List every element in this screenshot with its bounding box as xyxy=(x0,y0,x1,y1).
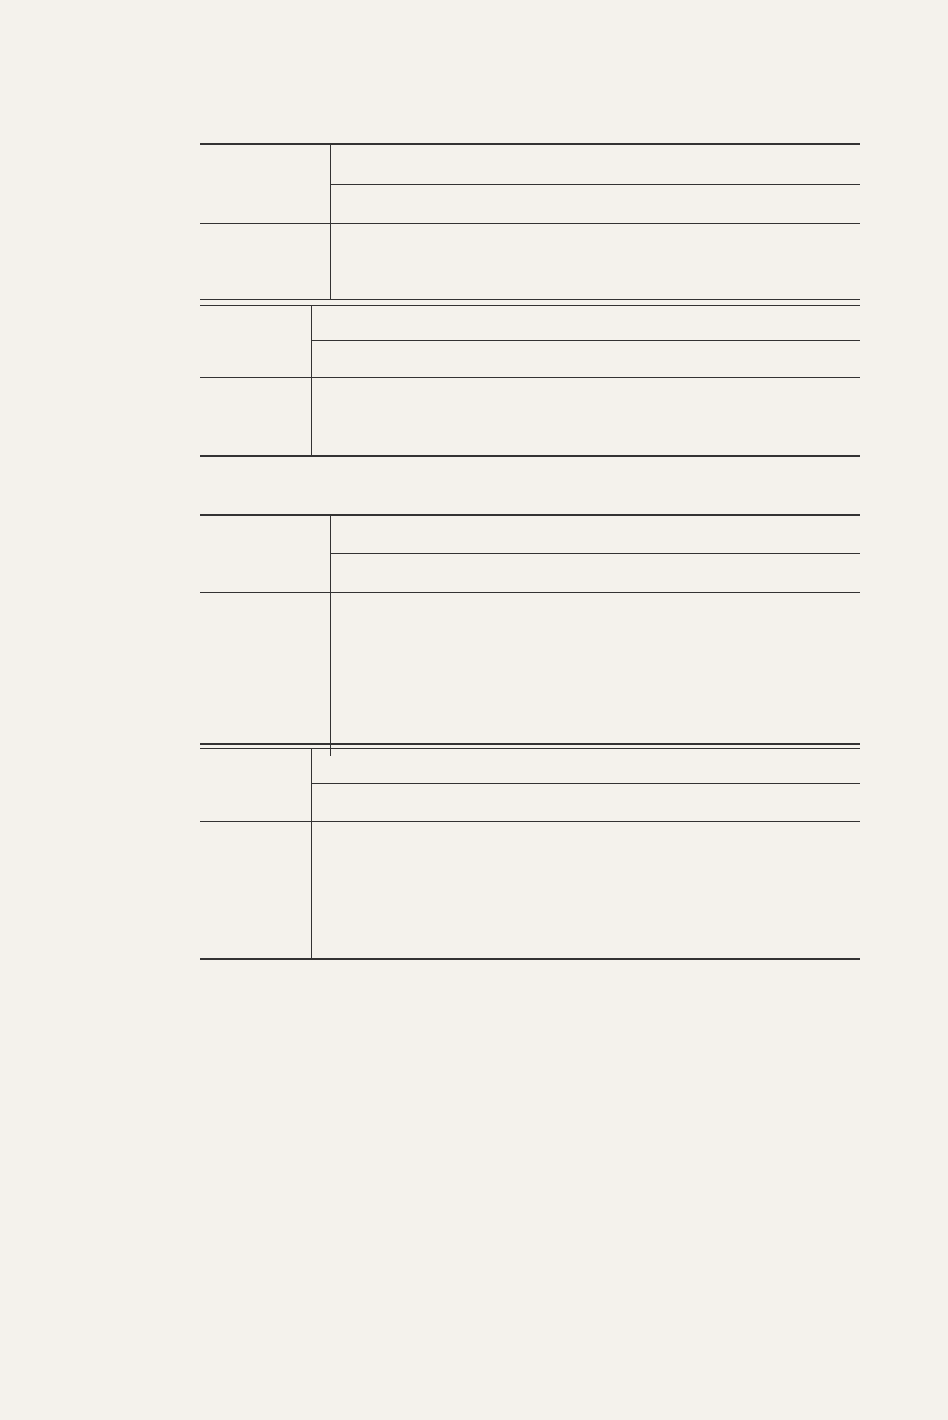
rule xyxy=(200,455,860,457)
rule xyxy=(330,553,860,554)
rule xyxy=(311,306,312,456)
rule xyxy=(311,749,312,959)
rule xyxy=(311,783,860,784)
rule xyxy=(200,305,860,306)
rule xyxy=(200,748,860,749)
rule xyxy=(200,743,860,745)
rule xyxy=(200,377,860,378)
rule xyxy=(311,340,860,341)
rule xyxy=(200,592,860,593)
rule xyxy=(200,223,860,224)
rule xyxy=(200,821,860,822)
rule xyxy=(330,516,331,756)
rule xyxy=(330,184,860,185)
rule xyxy=(200,958,860,960)
rule xyxy=(200,514,860,516)
rule xyxy=(200,143,860,145)
rule xyxy=(200,299,860,300)
